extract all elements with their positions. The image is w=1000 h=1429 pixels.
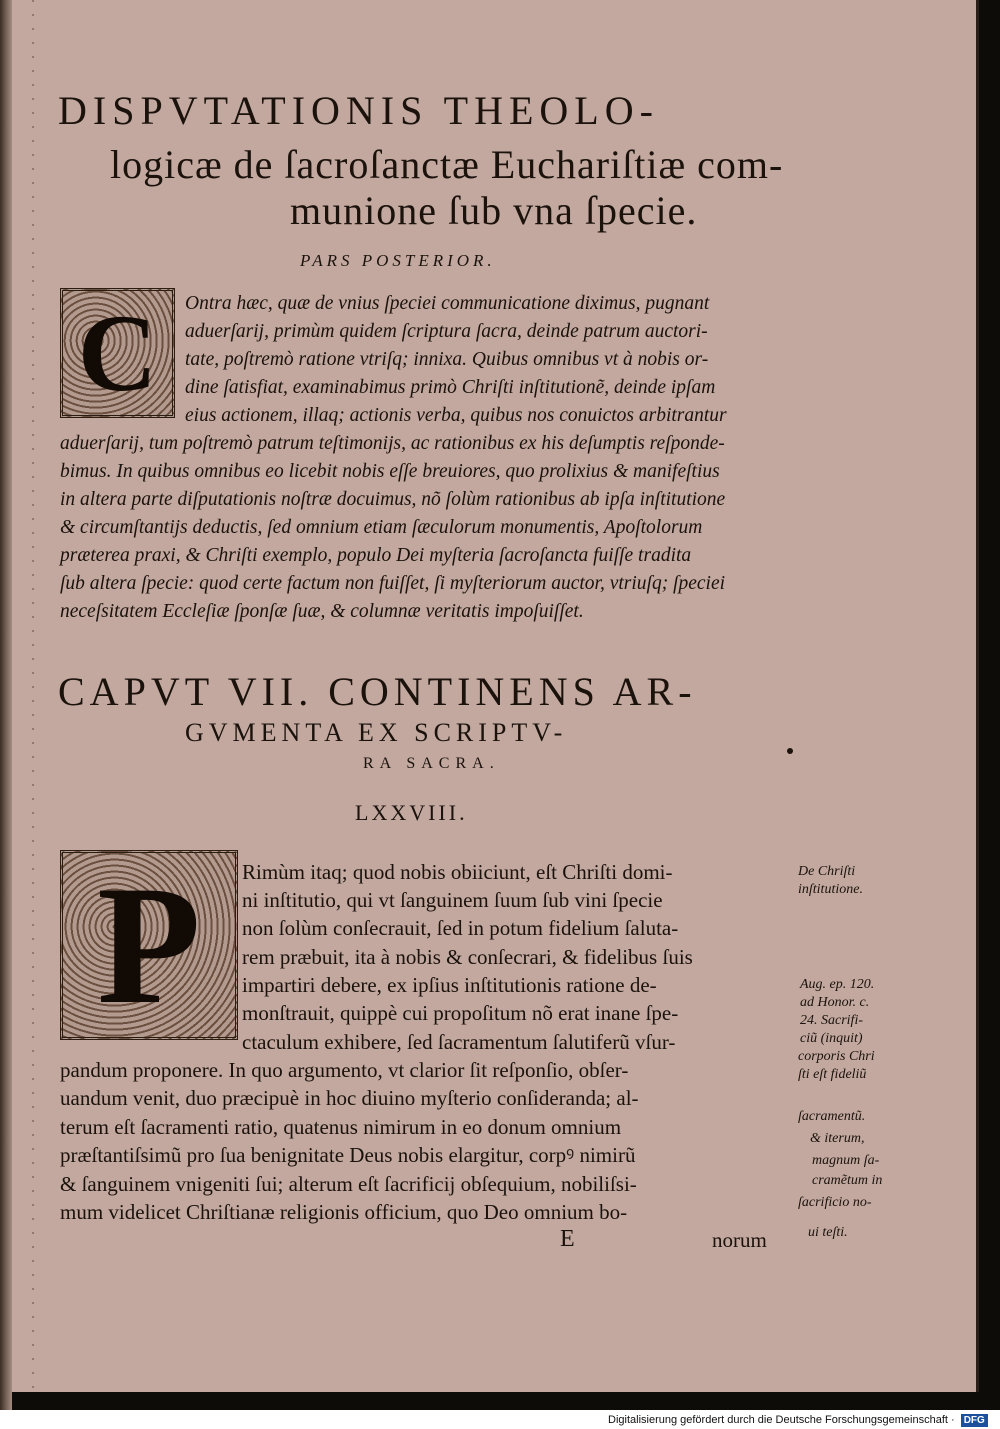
heading-line-2: logicæ de ſacroſanctæ Euchariſtiæ com- [110, 142, 784, 187]
binding-edge [32, 0, 34, 1392]
margin-line: 24. Sacrifi- [800, 1013, 863, 1028]
margin-line: Aug. ep. 120. [800, 977, 875, 992]
intro-line: ſub altera ſpecie: quod certe factum non fuiſſet, ſi myſteriorum auctor, vtriuſq; ſpeciei [60, 573, 726, 594]
margin-line: ad Honor. c. [800, 995, 870, 1010]
intro-line: eius actionem, illaq; actionis verba, quibus nos conuictos arbitrantur [185, 405, 727, 426]
part-title: PARS POSTERIOR. [300, 251, 496, 270]
margin-line: inſtitutione. [798, 882, 863, 897]
catchword: norum [712, 1228, 767, 1252]
chapter-title-line-2: GVMENTA EX SCRIPTV- [185, 718, 568, 747]
section-number: LXXVIII. [355, 800, 468, 825]
initial-c-ornament [60, 288, 175, 418]
intro-line: & circumſtantijs deductis, ſed omnium etiam ſæculorum monumentis, Apoſtolorum [60, 517, 703, 538]
body-line: non ſolùm conſecrauit, ſed in potum fidelium ſaluta- [242, 916, 679, 940]
intro-line: bimus. In quibus omnibus eo licebit nobis eſſe breuiores, quo prolixius & manifeſtius [60, 461, 720, 482]
body-line: pandum proponere. In quo argumento, vt clarior ſit reſponſio, obſer- [60, 1058, 629, 1082]
page-edge [0, 0, 12, 1410]
body-line: ctaculum exhibere, ſed ſacramentum ſalutiferũ vſur- [242, 1030, 676, 1054]
intro-line: Ontra hæc, quæ de vnius ſpeciei communicatione diximus, pugnant [185, 293, 710, 314]
margin-line: corporis Chri [798, 1049, 875, 1064]
margin-line: ſti eſt fideliũ [798, 1067, 867, 1082]
body-line: Rimùm itaq; quod nobis obiiciunt, eſt Chriſti domi- [242, 860, 673, 884]
margin-line: ui teſti. [808, 1225, 848, 1240]
heading-line-1: DISPVTATIONIS THEOLO- [58, 88, 659, 133]
intro-line: tate, poſtremò ratione vtriſq; innixa. Quibus omnibus vt à nobis or- [185, 349, 709, 370]
intro-line: neceſsitatem Eccleſiæ ſponſæ ſuæ, & columnæ veritatis impoſuiſſet. [60, 601, 584, 622]
margin-line: ciũ (inquit) [800, 1031, 863, 1046]
dropcap-p: P [97, 851, 201, 1039]
initial-p-ornament [60, 850, 238, 1040]
margin-line: De Chriſti [798, 864, 856, 879]
intro-line: aduerſarij, primùm quidem ſcriptura ſacra, deinde patrum auctori- [185, 321, 708, 342]
intro-line: præterea praxi, & Chriſti exemplo, populo Dei myſteria ſacroſancta fuiſſe tradita [60, 545, 692, 566]
intro-line: dine ſatisfiat, examinabimus primò Chriſti inſtitutionẽ, deinde ipſam [185, 377, 716, 398]
body-line: terum eſt ſacramenti ratio, quatenus nimirum in eo donum omnium [60, 1115, 622, 1139]
margin-line: cramẽtum in [812, 1173, 883, 1188]
heading-line-3: munione ſub vna ſpecie. [290, 188, 698, 233]
body-line: & ſanguinem vnigeniti ſui; alterum eſt ſacrificij obſequium, nobiliſsi- [60, 1172, 637, 1196]
body-line: rem præbuit, ita à nobis & conſecrari, & fidelibus ſuis [242, 945, 693, 969]
margin-line: ſacrificio no- [798, 1195, 872, 1210]
body-line: ni inſtitutio, qui vt ſanguinem ſuum ſub vini ſpecie [242, 888, 663, 912]
body-line: præſtantiſsimũ pro ſua benignitate Deus nobis elargitur, corpꝰ nimirũ [60, 1143, 636, 1167]
margin-line: & iterum, [810, 1131, 865, 1146]
chapter-title-line-1: CAPVT VII. CONTINENS AR- [58, 669, 697, 714]
ink-dot [787, 748, 793, 754]
body-line: impartiri debere, ex ipſius inſtitutionis ratione de- [242, 973, 657, 997]
margin-line: magnum ſa- [812, 1153, 880, 1168]
intro-line: in altera parte diſputationis noſtræ docuimus, nõ ſolùm rationibus ab ipſa inſtitutione [60, 489, 726, 510]
body-line: uandum venit, duo præcipuè in hoc diuino myſterio conſideranda; al- [60, 1086, 639, 1110]
dfg-footer [608, 1411, 988, 1429]
body-line: monſtrauit, quippè cui propoſitum nõ erat inane ſpe- [242, 1001, 679, 1025]
chapter-title-line-3: RA SACRA. [363, 755, 500, 772]
dfg-logo: DFG [961, 1414, 988, 1427]
intro-line: aduerſarij, tum poſtremò patrum teſtimonijs, ac rationibus ex his deſumptis reſponde- [60, 433, 725, 454]
dropcap-c: C [77, 292, 158, 414]
body-line: mum videlicet Chriſtianæ religionis officium, quo Deo omnium bo- [60, 1200, 628, 1224]
margin-line: ſacramentũ. [798, 1109, 866, 1124]
signature-mark: E [560, 1226, 575, 1252]
funding-notice: Digitalisierung gefördert durch die Deutsche Forschungsgemeinschaft · [608, 1414, 955, 1426]
